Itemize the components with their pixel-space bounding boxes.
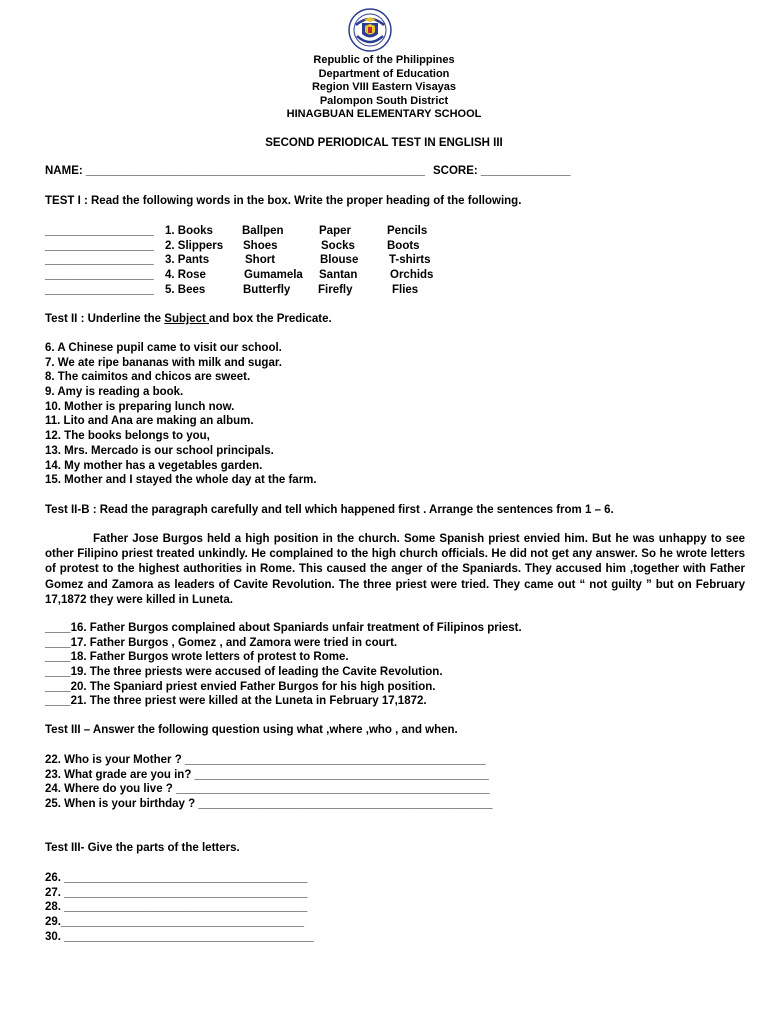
word-item: Socks bbox=[321, 240, 355, 252]
word-item: 4. Rose bbox=[165, 269, 206, 281]
sequence-item[interactable]: ____18. Father Burgos wrote letters of protest to Rome. bbox=[45, 651, 349, 664]
sequence-item[interactable]: ____16. Father Burgos complained about Spaniards unfair treatment of Filipinos priest. bbox=[45, 622, 522, 634]
sequence-item[interactable]: ____17. Father Burgos , Gomez , and Zamora were tried in court. bbox=[45, 636, 398, 649]
word-item: Santan bbox=[319, 269, 358, 281]
answer-line[interactable]: 29.______________________________________ bbox=[45, 916, 305, 929]
word-item: Gumamela bbox=[244, 269, 303, 281]
question-answer-line[interactable]: 25. When is your birthday ? ______________________________________________ bbox=[45, 798, 493, 811]
word-item: 5. Bees bbox=[165, 284, 206, 296]
question-answer-line[interactable]: 23. What grade are you in? ______________________________________________ bbox=[45, 768, 489, 781]
question-item[interactable]: 10. Mother is preparing lunch now. bbox=[45, 400, 235, 413]
question-answer-line[interactable]: 24. Where do you live ? _________________________________________________ bbox=[45, 783, 490, 796]
header-line-department: Department of Education bbox=[318, 67, 450, 80]
answer-line[interactable]: 26. ______________________________________ bbox=[45, 872, 308, 884]
page-title: SECOND PERIODICAL TEST IN ENGLISH III bbox=[265, 137, 503, 149]
question-item[interactable]: 15. Mother and I stayed the whole day at the farm. bbox=[45, 474, 317, 487]
word-item: Boots bbox=[387, 240, 420, 252]
header-line-republic: Republic of the Philippines bbox=[313, 54, 455, 66]
header-line-region: Region VIII Eastern Visayas bbox=[311, 81, 457, 94]
test3b-items bbox=[45, 871, 314, 944]
word-item: Butterfly bbox=[243, 284, 291, 296]
test2-instruction-pre: Test II : Underline the bbox=[45, 313, 165, 325]
answer-blank[interactable]: _________________ bbox=[45, 269, 154, 281]
name-field[interactable]: NAME: _____________________________________________________ bbox=[45, 165, 425, 177]
question-item[interactable]: 9. Amy is reading a book. bbox=[45, 386, 184, 399]
test2-instruction-post: and box the Predicate. bbox=[209, 313, 332, 325]
word-item: 3. Pants bbox=[165, 254, 210, 266]
word-item: 2. Slippers bbox=[165, 240, 224, 252]
test2b-items bbox=[45, 621, 522, 709]
answer-line[interactable]: 28. ______________________________________ bbox=[45, 901, 308, 914]
word-item: Pencils bbox=[387, 225, 428, 237]
question-item[interactable]: 7. We ate ripe bananas with milk and sugar. bbox=[45, 356, 282, 369]
word-item: Paper bbox=[319, 225, 351, 237]
sequence-item[interactable]: ____19. The three priests were accused of leading the Cavite Revolution. bbox=[45, 666, 443, 679]
word-item: 1. Books bbox=[165, 225, 213, 237]
score-field[interactable]: SCORE: ______________ bbox=[433, 165, 571, 177]
answer-blank[interactable]: _________________ bbox=[45, 240, 154, 252]
word-item: Flies bbox=[392, 284, 419, 296]
word-item: Shoes bbox=[243, 240, 278, 252]
answer-blank[interactable]: _________________ bbox=[45, 225, 154, 237]
question-item[interactable]: 13. Mrs. Mercado is our school principals. bbox=[45, 444, 274, 457]
word-item: Orchids bbox=[390, 269, 434, 281]
school-header bbox=[0, 54, 768, 122]
answer-blank[interactable]: _________________ bbox=[45, 254, 154, 266]
question-item[interactable]: 8. The caimitos and chicos are sweet. bbox=[45, 371, 251, 384]
question-item[interactable]: 6. A Chinese pupil came to visit our school. bbox=[45, 342, 282, 354]
answer-line[interactable]: 27. ______________________________________ bbox=[45, 886, 308, 899]
paragraph-text: Father Jose Burgos held a high position in the church. Some Spanish priest envied him. But he was unhappy to see other Filipino priest treated unkindly. He complained to the high church officials. He did not get any answer. So he wrote letters of protest to the highest authorities in Rome. This caused the anger of the Spaniards. They accused him ,together with Father Gomez and Zamora as leaders of Cavite Revolution. The three priest were tried. They came out “ not guilty ” but on February 17,1872 they were killed in Luneta. bbox=[45, 533, 745, 606]
reading-paragraph bbox=[45, 532, 745, 608]
test2b-instruction: Test II-B : Read the paragraph carefully and tell which happened first . Arrange the sentences from 1 – 6. bbox=[45, 504, 614, 516]
header-line-district: Palompon South District bbox=[319, 94, 449, 107]
word-item: T-shirts bbox=[389, 254, 431, 266]
header-line-school: HINAGBUAN ELEMENTARY SCHOOL bbox=[286, 108, 482, 121]
sequence-item[interactable]: ____20. The Spaniard priest envied Father Burgos for his high position. bbox=[45, 680, 436, 693]
question-item[interactable]: 11. Lito and Ana are making an album. bbox=[45, 415, 254, 428]
test3-instruction: Test III – Answer the following question using what ,where ,who , and when. bbox=[45, 724, 458, 736]
test2-subject-word: Subject bbox=[164, 313, 210, 325]
word-item: Short bbox=[245, 254, 276, 266]
word-item: Firefly bbox=[318, 284, 353, 296]
word-item: Ballpen bbox=[242, 225, 284, 237]
test2-instruction bbox=[45, 313, 332, 325]
test3b-instruction: Test III- Give the parts of the letters. bbox=[45, 842, 240, 854]
sequence-item[interactable]: ____21. The three priest were killed at the Luneta in February 17,1872. bbox=[45, 695, 427, 708]
question-answer-line[interactable]: 22. Who is your Mother ? _______________________________________________ bbox=[45, 754, 486, 766]
test1-instruction: TEST I : Read the following words in the box. Write the proper heading of the following. bbox=[45, 195, 522, 207]
deped-seal-icon bbox=[348, 8, 392, 52]
question-item[interactable]: 14. My mother has a vegetables garden. bbox=[45, 459, 263, 472]
test2-items bbox=[45, 341, 317, 488]
word-item: Blouse bbox=[320, 254, 359, 266]
answer-blank[interactable]: _________________ bbox=[45, 284, 154, 296]
test3-items bbox=[45, 753, 493, 812]
answer-line[interactable]: 30. _______________________________________ bbox=[45, 930, 314, 943]
question-item[interactable]: 12. The books belongs to you, bbox=[45, 430, 210, 443]
